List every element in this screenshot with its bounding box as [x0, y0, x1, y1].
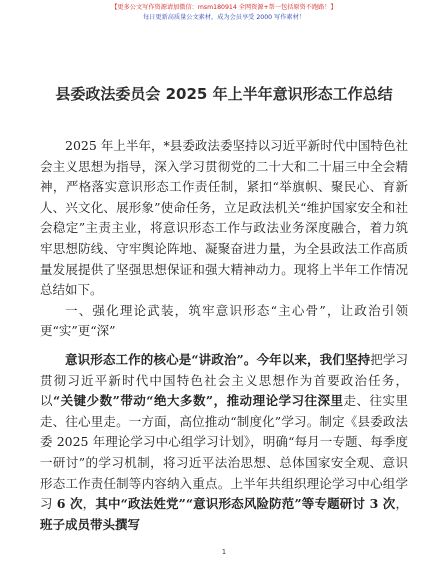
- paragraph-text: ，: [395, 496, 408, 512]
- document-title: 县委政法委员会 2025 年上半年意识形态工作总结: [55, 85, 393, 103]
- paragraph-text: ，: [82, 496, 96, 512]
- page-number: 1: [221, 548, 227, 556]
- section-heading-1: 一、强化理论武装，筑牢意识形态“主心骨”，让政治引领更“实”更“深”: [40, 302, 408, 339]
- paragraph-emphasis: 其中“政法姓党”“意识形态风险防范”等专题研讨 3 次: [95, 496, 396, 512]
- paragraph-emphasis: 班子成员带头撰写: [40, 516, 141, 532]
- paragraph-emphasis: 6 次: [56, 496, 83, 512]
- paragraph-emphasis: “关键少数”带动“绝大多数”，推动理论学习往深里: [53, 393, 344, 409]
- document-body: [40, 136, 408, 535]
- paragraph-text: 走、往实里走、往心里走。一方面，高位推动“制度化”学习。制定《县委政法委 2025 年理论学习中心组学习计划》，明确“每月一专题、每季度一研讨”的学习机制，将习近平法治思想、总体国家安全观、意识形态工作责任制等内容纳入重点。上半年共组织理论学习中心组学习: [40, 393, 408, 512]
- paragraph-emphasis: 意识形态工作的核心是“讲政治”。今年以来，我们坚持: [65, 351, 371, 367]
- paragraph-text: 把学习贯彻习近平新时代中国特色社会主义思想作为首要政治任务，以: [40, 351, 408, 409]
- promo-banner-sub: 每日更新高质量公文素材，成为会员享受 2000 写作素材！: [143, 14, 305, 21]
- promo-banner-top: 【更多公文写作资源请加微信：msm180914 全网资源+帮一包括原资不跑路！】: [111, 4, 337, 11]
- body-paragraph-3: [40, 350, 408, 535]
- intro-paragraph: 2025 年上半年，*县委政法委坚持以习近平新时代中国特色社会主义思想为指导，深入学习贯彻党的二十大和二十届三中全会精神，严格落实意识形态工作责任制，紧扣“举旗帜、聚民心、育新人、兴文化、展形象”使命任务，立足政法机关“维护国家安全和社会稳定”主责主业，将意识形态工作与政法业务深度融合，着力筑牢思想防线、守牢舆论阵地、凝聚奋进力量，为全县政法工作高质量发展提供了坚强思想保证和强大精神动力。现将上半年工作情况总结如下。: [40, 138, 408, 298]
